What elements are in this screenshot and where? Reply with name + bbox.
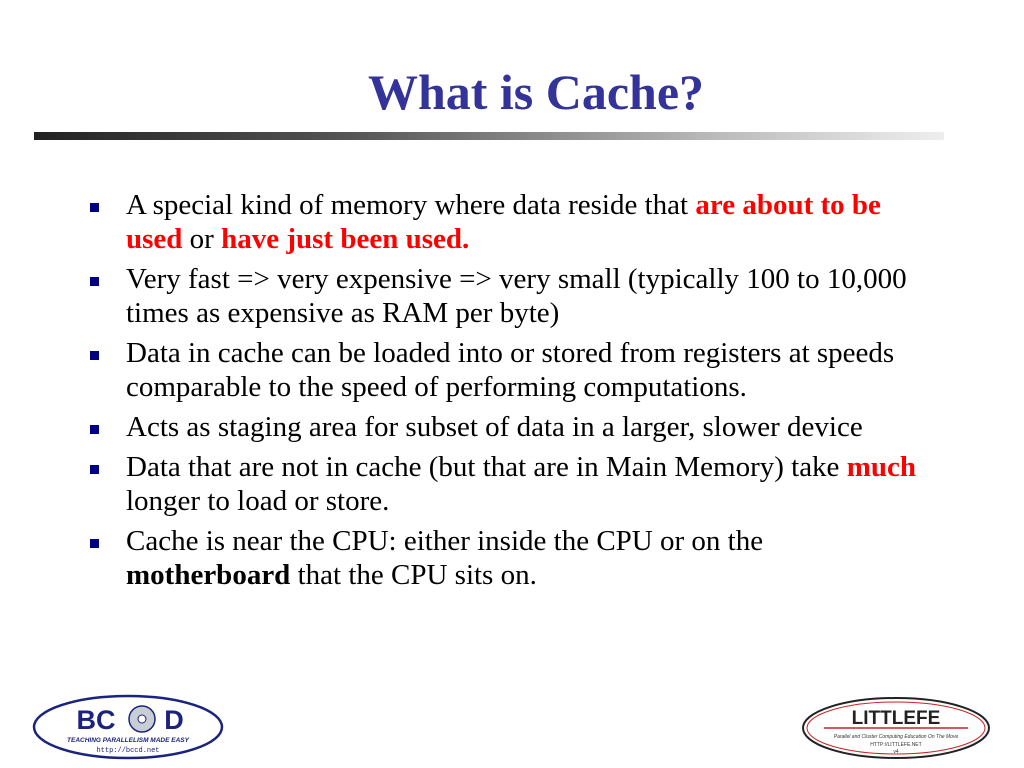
bullet-square-icon bbox=[90, 539, 99, 548]
emphasis-text: have just been used. bbox=[221, 223, 470, 255]
bullet-item bbox=[90, 524, 920, 592]
text-segment: that the CPU sits on. bbox=[290, 559, 537, 591]
littlefe-version: v4 bbox=[893, 749, 899, 755]
text-segment: A special kind of memory where data reside that bbox=[126, 189, 696, 221]
bullet-item bbox=[90, 262, 920, 330]
bullet-text bbox=[126, 525, 763, 591]
bullet-item bbox=[90, 188, 920, 256]
littlefe-tagline: Parallel and Cluster Computing Education On The Move bbox=[833, 734, 959, 740]
text-segment: longer to load or store. bbox=[126, 485, 390, 517]
bccd-brand-bc: BC bbox=[76, 705, 116, 735]
title-divider bbox=[34, 132, 944, 140]
bullet-list bbox=[90, 188, 920, 598]
littlefe-brand: LITTLEFE bbox=[851, 708, 941, 729]
bullet-item bbox=[90, 410, 920, 444]
bullet-text bbox=[126, 451, 916, 517]
bccd-tagline: TEACHING PARALLELISM MADE EASY bbox=[67, 737, 189, 744]
slide-title: What is Cache? bbox=[367, 64, 705, 120]
bccd-brand-d: D bbox=[164, 705, 184, 735]
bccd-logo bbox=[32, 694, 224, 760]
bullet-square-icon bbox=[90, 425, 99, 434]
bullet-square-icon bbox=[90, 277, 99, 286]
bullet-text: Data in cache can be loaded into or stored from registers at speeds comparable to the speed of performing computations. bbox=[126, 337, 895, 403]
text-segment: Cache is near the CPU: either inside the CPU or on the bbox=[126, 525, 764, 557]
bullet-square-icon bbox=[90, 351, 99, 360]
text-segment: Data that are not in cache (but that are in Main Memory) take bbox=[126, 451, 847, 483]
bullet-text: Acts as staging area for subset of data in a larger, slower device bbox=[126, 411, 863, 443]
bullet-square-icon bbox=[90, 203, 99, 212]
bullet-text bbox=[126, 189, 881, 255]
emphasis-text: much bbox=[846, 451, 916, 483]
bccd-url: http://bccd.net bbox=[96, 747, 160, 755]
text-segment: or bbox=[182, 223, 222, 255]
bullet-item bbox=[90, 450, 920, 518]
bold-text: motherboard bbox=[126, 559, 291, 591]
littlefe-url: HTTP://LITTLEFE.NET bbox=[870, 742, 922, 748]
emphasis-text: are about to be used bbox=[126, 189, 881, 255]
bullet-text: Very fast => very expensive => very small (typically 100 to 10,000 times as expensive as RAM per byte) bbox=[126, 263, 907, 329]
littlefe-logo bbox=[800, 696, 992, 760]
bullet-item bbox=[90, 336, 920, 404]
bullet-square-icon bbox=[90, 465, 99, 474]
